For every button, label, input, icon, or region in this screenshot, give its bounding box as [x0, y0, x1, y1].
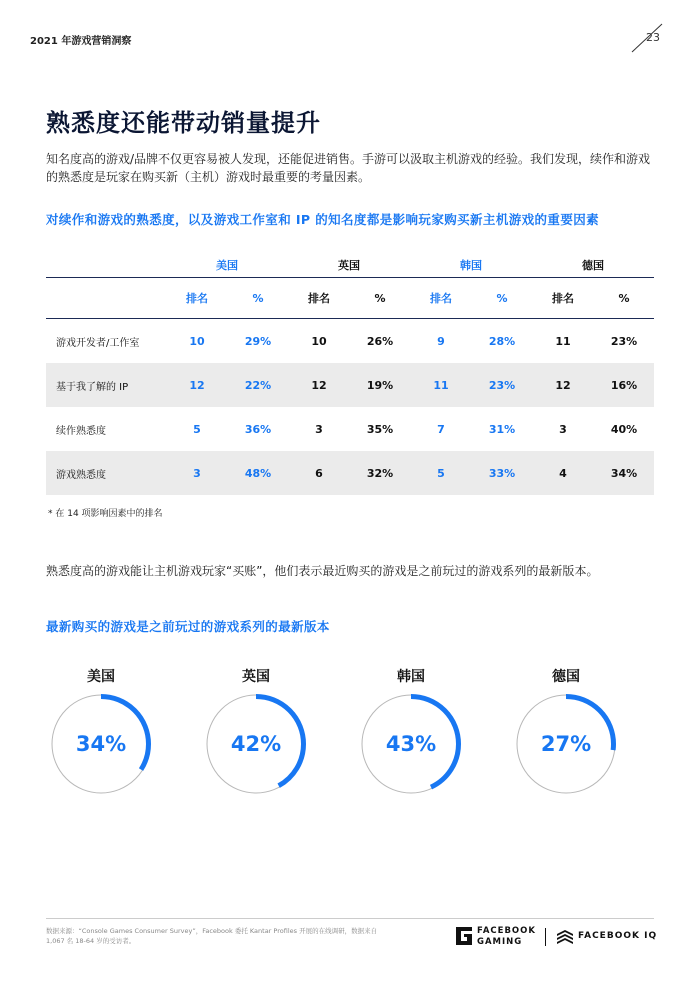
donut-value: 27% [540, 732, 592, 756]
rank-cell: 12 [166, 363, 228, 407]
facebook-gaming-icon [455, 926, 473, 946]
pct-cell: 32% [350, 451, 410, 495]
rank-cell: 10 [189, 334, 205, 348]
pct-cell: 28% [488, 334, 516, 348]
row-label: 游戏熟悉度 [46, 451, 166, 495]
pct-cell: 34% [594, 451, 654, 495]
table-section-title: 对续作和游戏的熟悉度，以及游戏工作室和 IP 的知名度都是影响玩家购买新主机游戏的重要因素 [46, 212, 600, 227]
country-header: 韩国 [460, 258, 482, 272]
rank-column-header: 排名 [186, 292, 208, 305]
facebook-gaming-logo [455, 926, 536, 950]
rank-cell: 3 [559, 422, 567, 436]
ranking-table [46, 252, 654, 495]
table-row [46, 407, 654, 451]
source-line: 数据来源：“Console Games Consumer Survey”，Facebook 委托 Kantar Profiles 开展的在线调研，数据来自 [46, 927, 378, 935]
rank-column-header: 排名 [308, 292, 330, 305]
body-paragraph: 熟悉度高的游戏能让主机游戏玩家“买账”，他们表示最近购买的游戏是之前玩过的游戏系列的最新版本。 [46, 564, 599, 578]
pct-cell: 23% [610, 334, 638, 348]
fb-iq-wordmark: FACEBOOK IQ [578, 931, 658, 941]
fb-gaming-wordmark: FACEBOOK [477, 926, 536, 936]
pct-cell: 16% [594, 363, 654, 407]
intro-paragraph: 知名度高的游戏/品牌不仅更容易被人发现，还能促进销售。手游可以汲取主机游戏的经验。我们发现，续作和游戏的熟悉度是玩家在购买新（主机）游戏时最重要的考量因素。 [46, 152, 651, 184]
donut [514, 692, 618, 796]
country-header: 美国 [216, 258, 238, 272]
donut [204, 692, 308, 796]
rank-cell: 7 [437, 422, 445, 436]
donut-label: 英国 [242, 669, 270, 685]
donut-value: 42% [230, 732, 282, 756]
rank-cell: 5 [193, 422, 201, 436]
table-row [46, 319, 654, 364]
report-title: 2021 年游戏营销洞察 [30, 36, 132, 47]
donut [49, 692, 153, 796]
rank-cell: 3 [315, 422, 323, 436]
rank-cell: 4 [532, 451, 594, 495]
pct-column-header: % [496, 291, 508, 305]
pct-cell: 29% [244, 334, 272, 348]
row-label: 游戏开发者/工作室 [56, 337, 140, 349]
rank-cell: 3 [166, 451, 228, 495]
page-title: 熟悉度还能带动销量提升 [46, 109, 321, 137]
facebook-iq-icon [556, 928, 574, 946]
data-source-note [46, 926, 416, 946]
country-header-row [46, 252, 654, 278]
table-footnote: * 在 14 项影响因素中的排名 [48, 509, 163, 519]
footer-divider [46, 918, 654, 919]
column-header-row [46, 278, 654, 319]
page-number: 23 [646, 31, 660, 44]
pct-cell: 40% [610, 422, 638, 436]
donut-label: 美国 [87, 669, 115, 685]
donut-section-title: 最新购买的游戏是之前玩过的游戏系列的最新版本 [46, 619, 330, 634]
donut-chart-kr [356, 666, 466, 796]
row-label: 基于我了解的 IP [46, 363, 166, 407]
donut-label: 韩国 [397, 669, 425, 685]
rank-cell: 9 [437, 334, 445, 348]
facebook-iq-logo [556, 928, 658, 950]
pct-cell: 31% [488, 422, 516, 436]
table-row [46, 451, 654, 495]
donut [359, 692, 463, 796]
country-header: 德国 [582, 258, 604, 272]
donut-label: 德国 [552, 669, 580, 685]
pct-column-header: % [252, 291, 264, 305]
donut-chart-uk [201, 666, 311, 796]
pct-cell: 22% [228, 363, 288, 407]
rank-column-header: 排名 [552, 292, 574, 305]
rank-cell: 11 [410, 363, 472, 407]
pct-cell: 48% [228, 451, 288, 495]
donut-value: 34% [75, 732, 127, 756]
pct-column-header: % [374, 291, 386, 305]
table-row [46, 363, 654, 407]
donut-chart-us [46, 666, 156, 796]
source-line: 1,067 名 18-64 岁的受访者。 [46, 937, 136, 945]
fb-gaming-wordmark: GAMING [477, 937, 523, 947]
rank-cell: 12 [288, 363, 350, 407]
pct-cell: 26% [366, 334, 394, 348]
pct-cell: 35% [366, 422, 394, 436]
rank-cell: 11 [555, 334, 571, 348]
donut-chart-de [511, 666, 621, 796]
pct-column-header: % [618, 291, 630, 305]
pct-cell: 33% [472, 451, 532, 495]
country-header: 英国 [338, 258, 360, 272]
rank-cell: 5 [410, 451, 472, 495]
pct-cell: 23% [472, 363, 532, 407]
logo-separator [545, 928, 546, 946]
row-label: 续作熟悉度 [56, 425, 106, 437]
rank-cell: 12 [532, 363, 594, 407]
rank-column-header: 排名 [430, 292, 452, 305]
donut-value: 43% [385, 732, 437, 756]
rank-cell: 6 [288, 451, 350, 495]
pct-cell: 19% [350, 363, 410, 407]
rank-cell: 10 [311, 334, 327, 348]
pct-cell: 36% [244, 422, 272, 436]
